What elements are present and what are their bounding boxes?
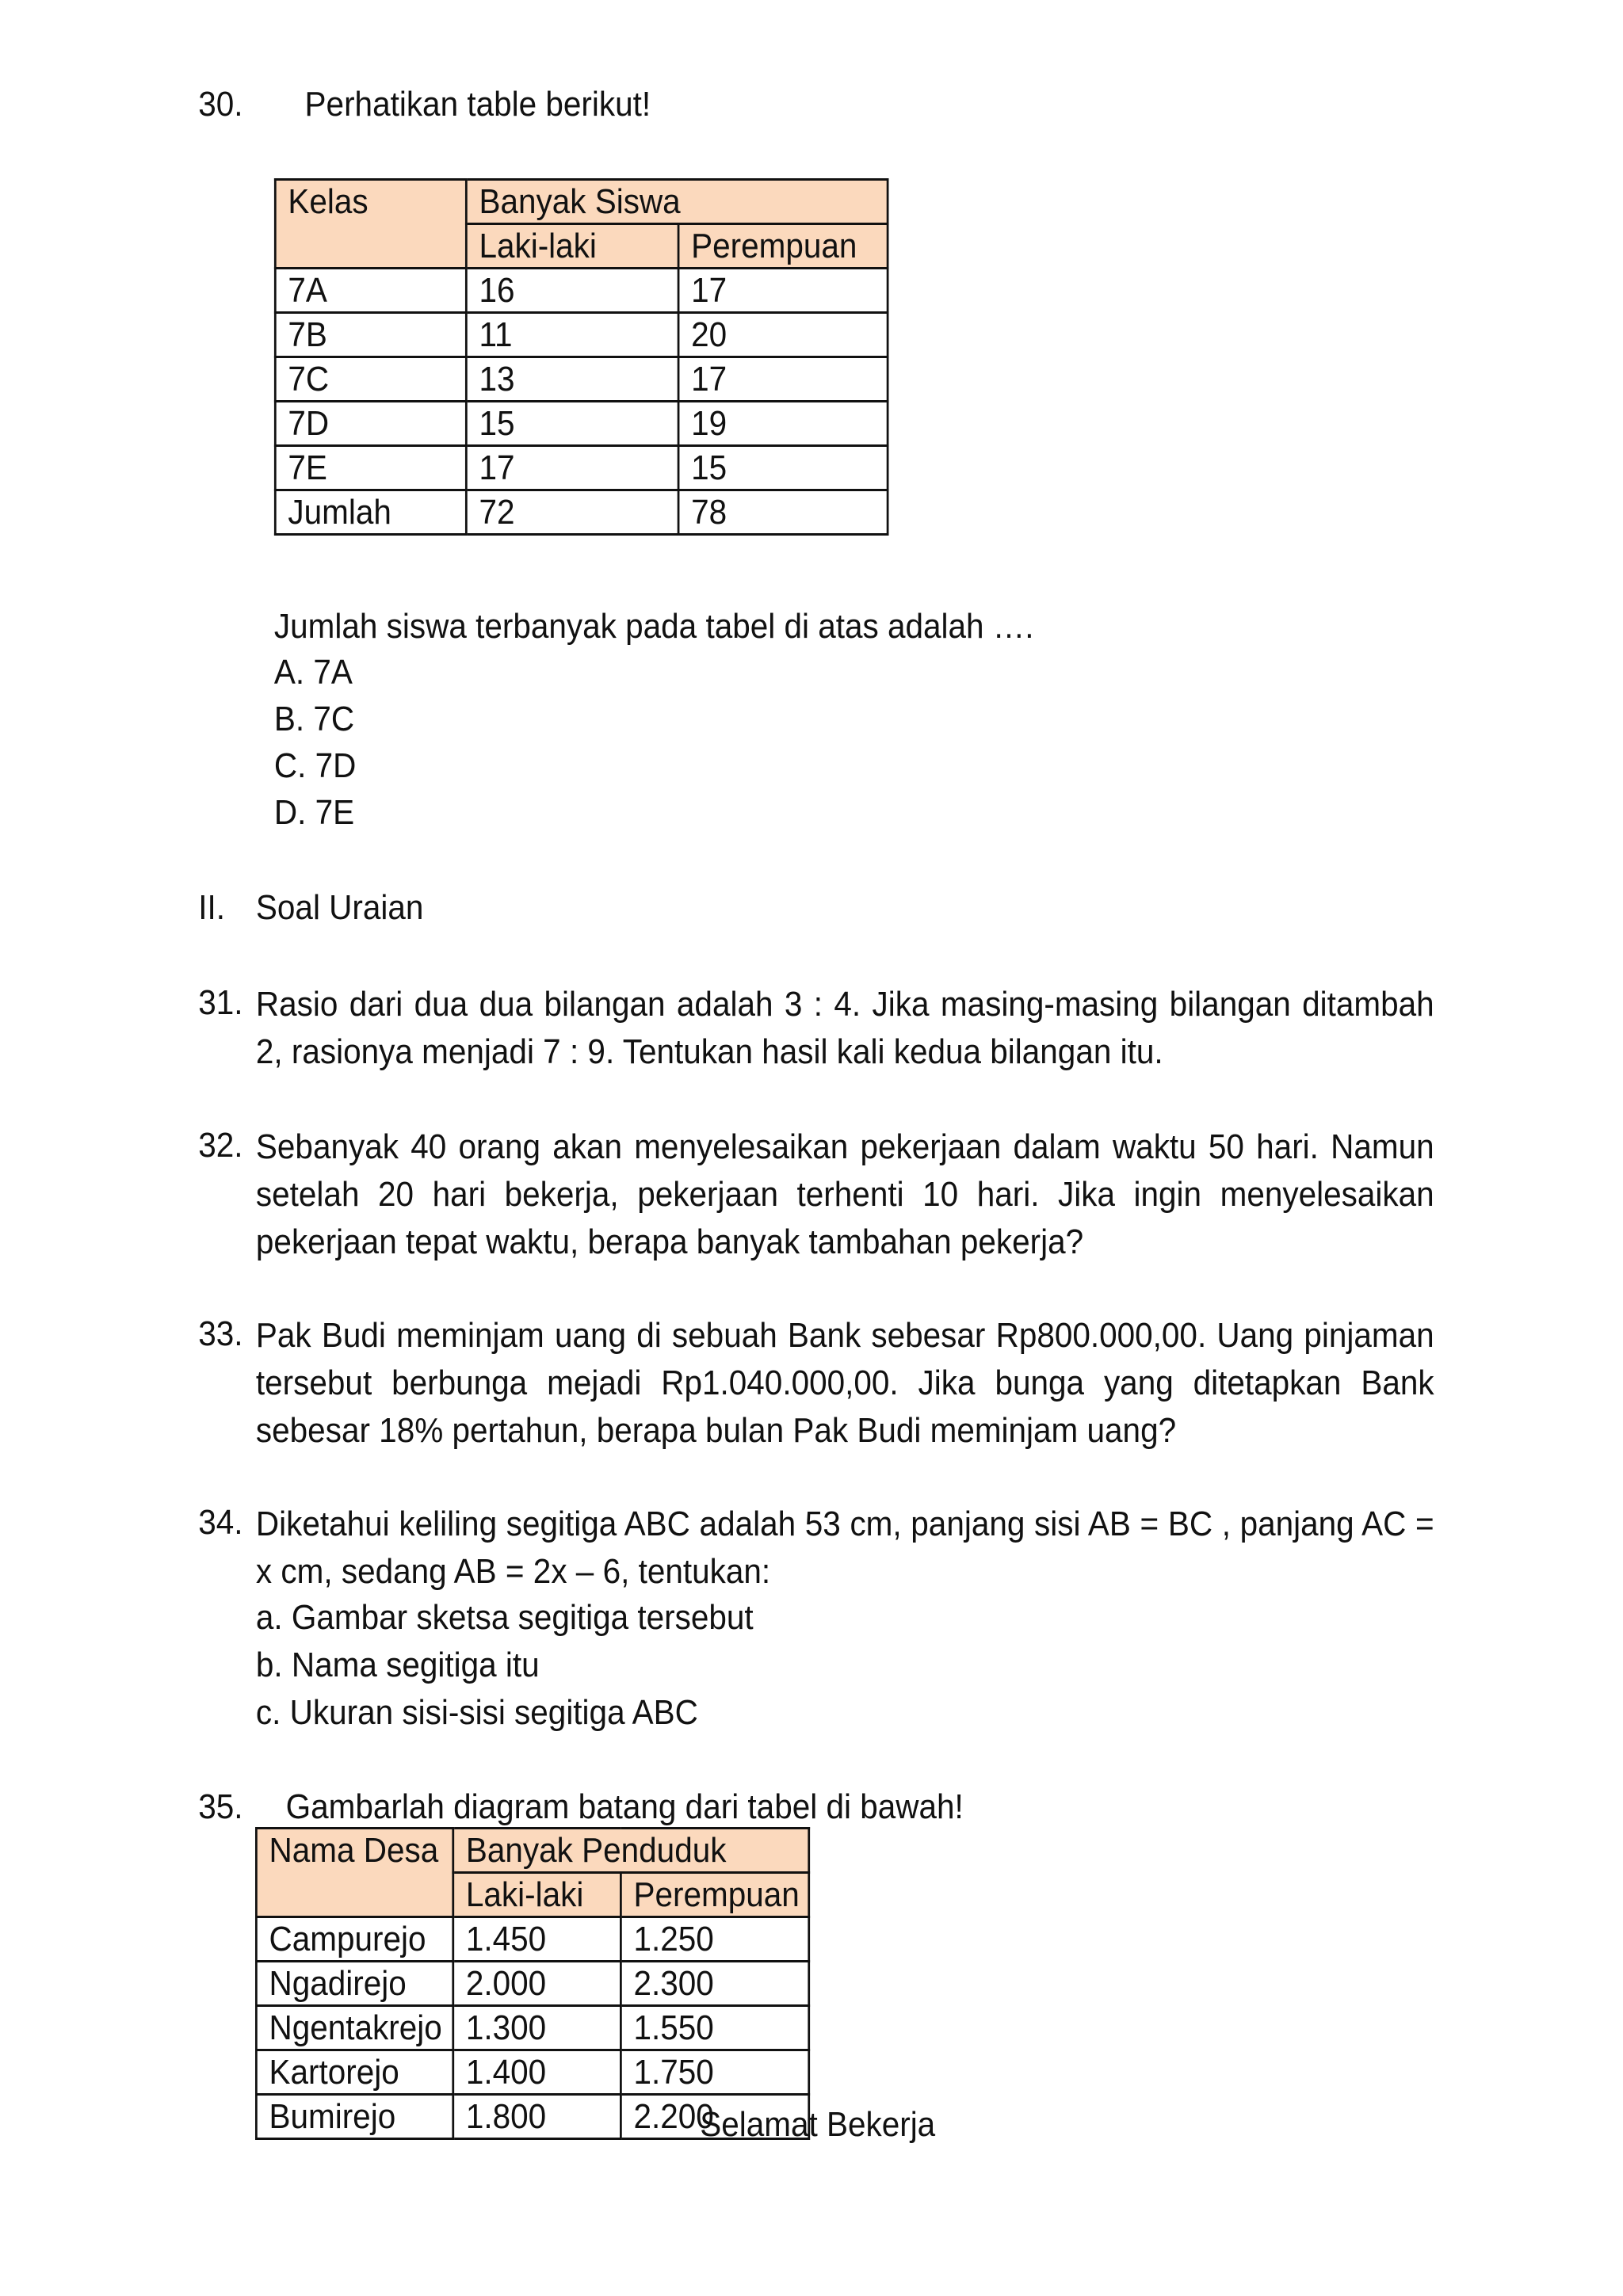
header-banyak-penduduk: Banyak Penduduk: [453, 1829, 809, 1873]
cell-perempuan: 2.200: [621, 2095, 808, 2139]
table-row-total: [275, 490, 888, 535]
table-row: [256, 2006, 808, 2050]
header-perempuan: Perempuan: [678, 224, 888, 269]
cell-perempuan: 15: [678, 446, 888, 490]
q30-option-c: C. 7D: [273, 746, 357, 785]
q30-option-d: D. 7E: [273, 793, 355, 832]
q34-text: Diketahui keliling segitiga ABC adalah 53 cm, panjang sisi AB = BC , panjang AC = x cm, sedang AB = 2x – 6, tentukan:: [255, 1505, 1434, 1591]
cell-nama-desa: Campurejo: [256, 1917, 453, 1962]
cell-perempuan: 17: [678, 269, 888, 313]
table-row: [275, 402, 888, 446]
closing-text: Selamat Bekerja: [700, 2105, 936, 2144]
cell-laki-laki: 11: [466, 313, 678, 357]
cell-nama-desa: Ngadirejo: [256, 1962, 453, 2006]
q35-table: [255, 1827, 810, 2140]
table-row: [275, 446, 888, 490]
q30-option-b: B. 7C: [273, 700, 355, 738]
cell-perempuan: 1.250: [621, 1917, 808, 1962]
q34-item-c: c. Ukuran sisi-sisi segitiga ABC: [255, 1693, 698, 1732]
cell-kelas: Jumlah: [275, 490, 466, 535]
cell-laki-laki: 13: [466, 357, 678, 402]
cell-laki-laki: 1.300: [453, 2006, 621, 2050]
q30-table: [274, 178, 889, 536]
q30-number: 30.: [198, 85, 243, 124]
table-row: [256, 1962, 808, 2006]
q34-item-a: a. Gambar sketsa segitiga tersebut: [255, 1598, 754, 1637]
header-perempuan: Perempuan: [621, 1873, 808, 1917]
q31-text: Rasio dari dua dua bilangan adalah 3 : 4. Jika masing-masing bilangan ditambah 2, rasionya menjadi 7 : 9. Tentukan hasil kali kedua bilangan itu.: [255, 985, 1434, 1071]
header-nama-desa: Nama Desa: [256, 1829, 453, 1917]
section-number: II.: [198, 888, 225, 927]
cell-nama-desa: Ngentakrejo: [256, 2006, 453, 2050]
q33-number: 33.: [198, 1314, 243, 1353]
q32-text: Sebanyak 40 orang akan menyelesaikan pekerjaan dalam waktu 50 hari. Namun setelah 20 hari bekerja, pekerjaan terhenti 10 hari. Jika ingin menyelesaikan pekerjaan tepat waktu, berapa banyak tambahan pekerja?: [255, 1127, 1434, 1261]
q33-text: Pak Budi meminjam uang di sebuah Bank sebesar Rp800.000,00. Uang pinjaman tersebut berbunga mejadi Rp1.040.000,00. Jika bunga yang ditetapkan Bank sebesar 18% pertahun, berapa bulan Pak Budi meminjam uang?: [255, 1316, 1434, 1450]
q30-intro: Perhatikan table berikut!: [304, 85, 651, 124]
cell-nama-desa: Bumirejo: [256, 2095, 453, 2139]
header-banyak-siswa: Banyak Siswa: [466, 180, 888, 224]
cell-laki-laki: 2.000: [453, 1962, 621, 2006]
cell-laki-laki: 1.400: [453, 2050, 621, 2095]
q32-number: 32.: [198, 1126, 243, 1165]
cell-kelas: 7C: [275, 357, 466, 402]
cell-laki-laki: 17: [466, 446, 678, 490]
table-row: [275, 357, 888, 402]
cell-laki-laki: 15: [466, 402, 678, 446]
cell-perempuan: 20: [678, 313, 888, 357]
cell-kelas: 7D: [275, 402, 466, 446]
section-title: Soal Uraian: [255, 888, 424, 927]
q34-item-b: b. Nama segitiga itu: [255, 1646, 540, 1684]
table-row: [256, 1917, 808, 1962]
cell-perempuan: 2.300: [621, 1962, 808, 2006]
cell-laki-laki: 72: [466, 490, 678, 535]
cell-perempuan: 1.550: [621, 2006, 808, 2050]
header-kelas: Kelas: [275, 180, 466, 269]
header-laki-laki: Laki-laki: [466, 224, 678, 269]
cell-kelas: 7E: [275, 446, 466, 490]
cell-laki-laki: 1.800: [453, 2095, 621, 2139]
cell-perempuan: 19: [678, 402, 888, 446]
q34-number: 34.: [198, 1503, 243, 1542]
cell-perempuan: 78: [678, 490, 888, 535]
cell-nama-desa: Kartorejo: [256, 2050, 453, 2095]
header-laki-laki: Laki-laki: [453, 1873, 621, 1917]
cell-perempuan: 1.750: [621, 2050, 808, 2095]
cell-perempuan: 17: [678, 357, 888, 402]
q30-question: Jumlah siswa terbanyak pada tabel di atas adalah ….: [273, 607, 1034, 646]
q35-intro: Gambarlah diagram batang dari tabel di bawah!: [285, 1787, 964, 1826]
cell-laki-laki: 16: [466, 269, 678, 313]
table-row: [275, 269, 888, 313]
table-row: [256, 2050, 808, 2095]
q31-number: 31.: [198, 983, 243, 1022]
q35-number: 35.: [198, 1787, 243, 1826]
q30-option-a: A. 7A: [273, 653, 353, 692]
cell-kelas: 7A: [275, 269, 466, 313]
cell-kelas: 7B: [275, 313, 466, 357]
table-row: [275, 313, 888, 357]
cell-laki-laki: 1.450: [453, 1917, 621, 1962]
